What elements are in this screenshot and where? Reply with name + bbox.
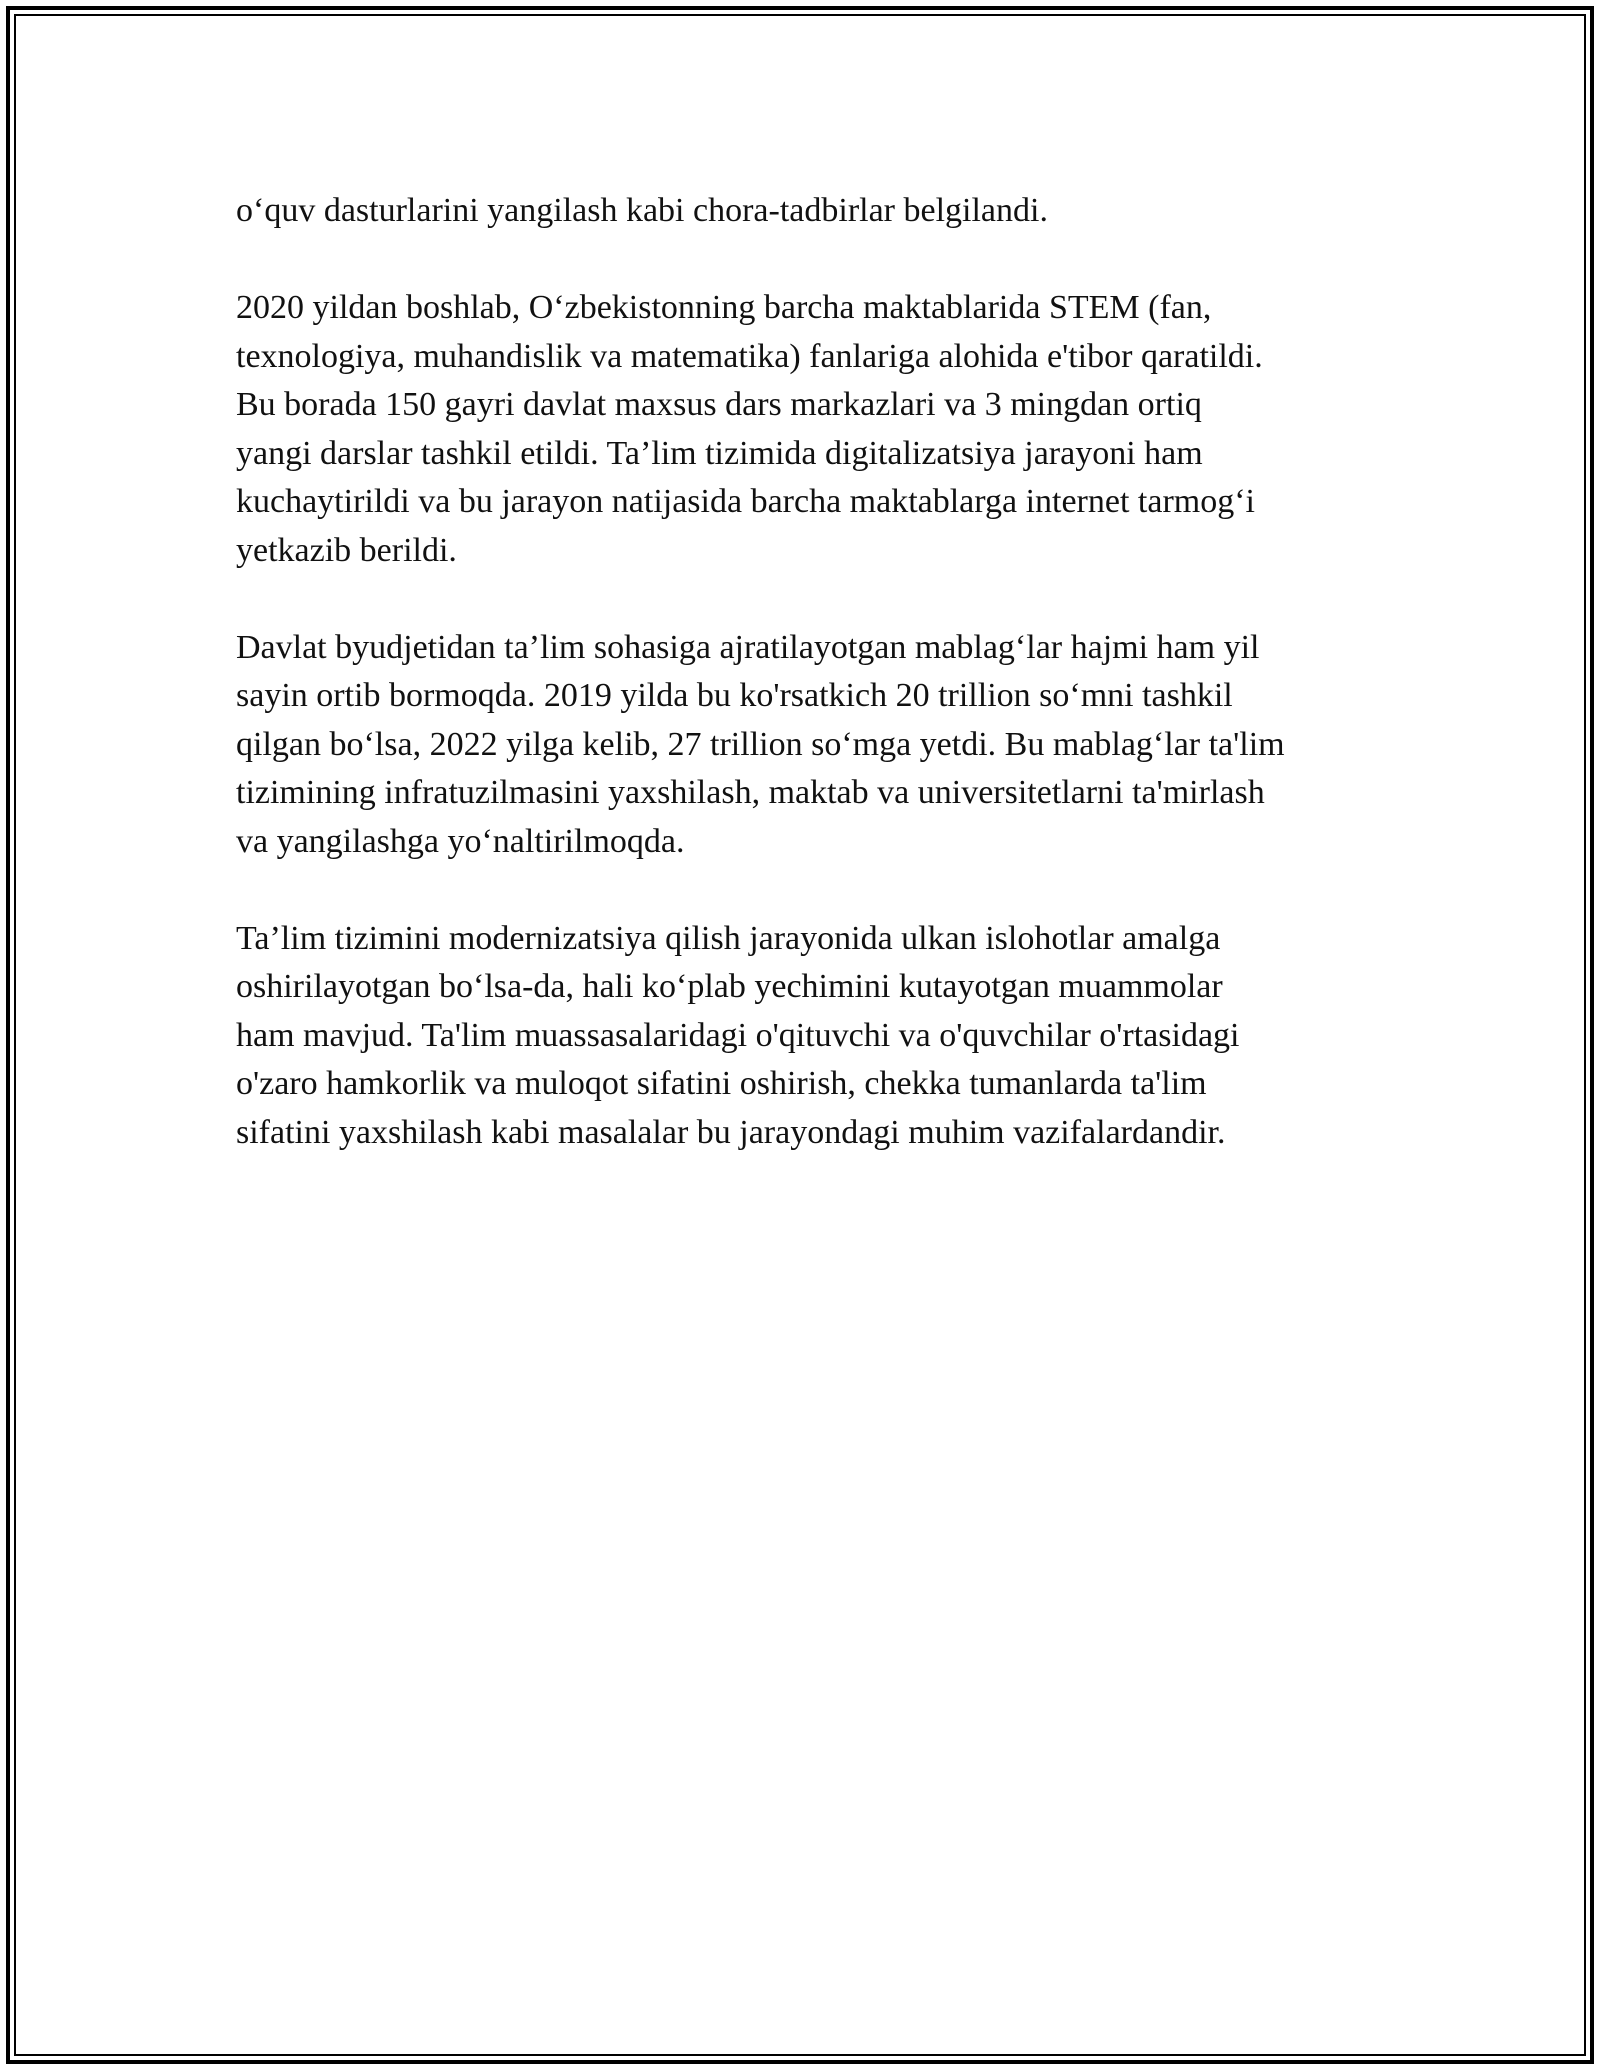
text-line: Bu borada 150 gayri davlat maxsus dars markazlari va 3 mingdan ortiq [236, 386, 1202, 423]
text-line: qilgan bo‘lsa, 2022 yilga kelib, 27 trillion so‘mga yetdi. Bu mablag‘lar ta'lim [236, 725, 1285, 763]
text-line: o‘quv dasturlarini yangilash kabi chora-tadbirlar belgilandi. [236, 192, 1048, 229]
text-line: va yangilashga yo‘naltirilmoqda. [236, 822, 685, 860]
text-line: o'zaro hamkorlik va muloqot sifatini oshirish, chekka tumanlarda ta'lim [236, 1065, 1207, 1102]
text-line: oshirilayotgan bo‘lsa-da, hali ko‘plab yechimini kutayotgan muammolar [236, 968, 1223, 1005]
paragraph-4 [236, 915, 1396, 1158]
text-line: Davlat byudjetidan ta’lim sohasiga ajratilayotgan mablag‘lar hajmi ham yil [236, 628, 1260, 666]
paragraph-1 [236, 187, 1396, 236]
text-line: Ta’lim tizimini modernizatsiya qilish jarayonida ulkan islohotlar amalga [236, 919, 1221, 957]
text-line: 2020 yildan boshlab, O‘zbekistonning barcha maktablarida STEM (fan, [236, 289, 1212, 326]
paragraph-2 [236, 284, 1396, 575]
paragraph-3 [236, 624, 1396, 867]
text-line: sayin ortib bormoqda. 2019 yilda bu ko'rsatkich 20 trillion so‘mni tashkil [236, 677, 1233, 714]
text-line: kuchaytirildi va bu jarayon natijasida barcha maktablarga internet tarmog‘i [236, 483, 1255, 520]
document-body [236, 187, 1396, 1206]
text-line: sifatini yaxshilash kabi masalalar bu jarayondagi muhim vazifalardandir. [236, 1113, 1226, 1151]
text-line: tizimining infratuzilmasini yaxshilash, maktab va universitetlarni ta'mirlash [236, 774, 1265, 811]
text-line: yangi darslar tashkil etildi. Ta’lim tizimida digitalizatsiya jarayoni ham [236, 434, 1203, 472]
text-line: ham mavjud. Ta'lim muassasalaridagi o'qituvchi va o'quvchilar o'rtasidagi [236, 1016, 1240, 1054]
text-line: texnologiya, muhandislik va matematika) fanlariga alohida e'tibor qaratildi. [236, 337, 1263, 375]
text-line: yetkazib berildi. [236, 531, 457, 569]
